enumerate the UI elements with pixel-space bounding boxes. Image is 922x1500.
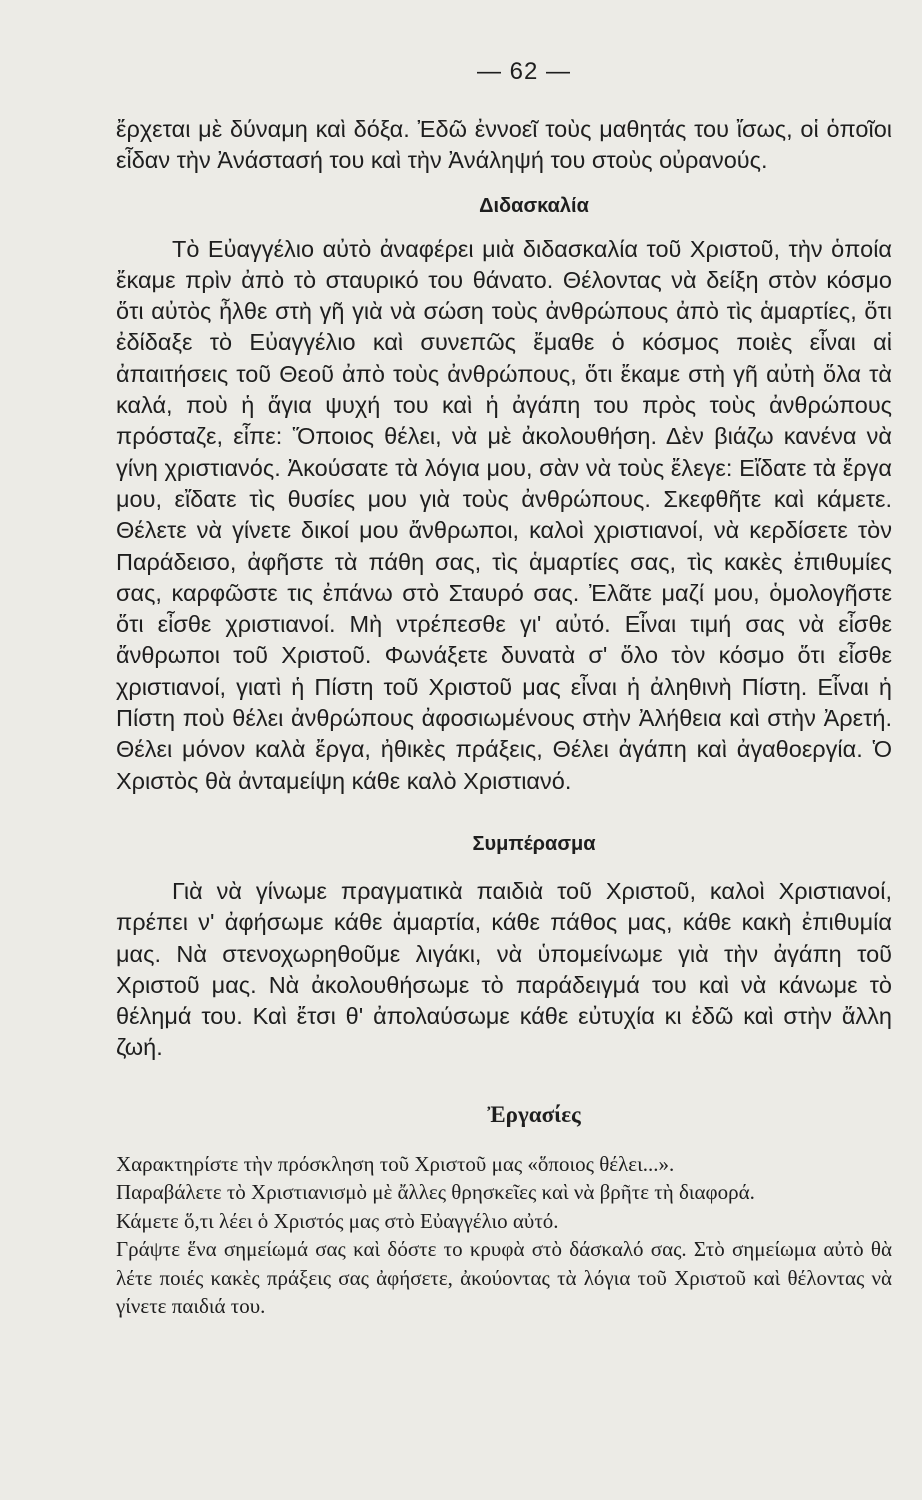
section-heading-ergasies: Ἐργασίες [487,1101,581,1127]
section-body-didaskalia: Τὸ Εὐαγγέλιο αὐτὸ ἀναφέρει μιὰ διδασκαλία τοῦ Χριστοῦ, τὴν ὁποία ἔκαμε πρὶν ἀπὸ τὸ σταυρικό του θάνατο. Θέλοντας νὰ δείξη στὸν κόσμο ὅτι αὐτὸς ἦλθε στὴ γῆ γιὰ νὰ σώση τοὺς ἀνθρώπους ἀπὸ τὶς ἁμαρτίες, ὅτι ἐδίδαξε τὸ Εὐαγγέλιο καὶ συνεπῶς ἔμαθε ὁ κόσμος ποιὲς εἶναι αἱ ἀπαιτήσεις τοῦ Θεοῦ ἀπὸ τοὺς ἀνθρώπους, ὅτι ἔκαμε στὴ γῆ αὐτὴ ὅλα τὰ καλά, ποὺ ἡ ἅγια ψυχή του καὶ ἡ ἀγάπη του πρὸς τοὺς ἀνθρώπους πρόσταζε, εἶπε: Ὅποιος θέλει, νὰ μὲ ἀκολουθήση. Δὲν βιάζω κανένα νὰ γίνη χριστιανός. Ἀκούσατε τὰ λόγια μου, σὰν νὰ τοὺς ἔλεγε: Εἴδατε τὰ ἔργα μου, εἴδατε τὶς θυσίες μου γιὰ τοὺς ἀνθρώπους. Σκεφθῆτε καὶ κάμετε. Θέλετε νὰ γίνετε δικοί μου ἄνθρωποι, καλοὶ χριστιανοί, νὰ κερδίσετε τὸν Παράδεισο, ἀφῆστε τὰ πάθη σας, τὶς ἁμαρτίες σας, τὶς κακὲς ἐπιθυμίες σας, καρφῶστε τις ἐπάνω στὸ Σταυρό σας. Ἐλᾶτε μαζί μου, ὁμολογῆστε ὅτι εἶσθε χριστιανοί. Μὴ ντρέπεσθε γι' αὐτό. Εἶναι τιμή σας νὰ εἶσθε ἄνθρωποι τοῦ Χριστοῦ. Φωνάξετε δυνατὰ σ' ὅλο τὸν κόσμο ὅτι εἶσθε χριστιανοί, γιατὶ ἡ Πίστη τοῦ Χριστοῦ μας εἶναι ἡ ἀληθινὴ Πίστη. Εἶναι ἡ Πίστη ποὺ θέλει ἀνθρώπους ἀφοσιωμένους στὴν Ἀλήθεια καὶ στὴν Ἀρετή. Θέλει μόνον καλὰ ἔργα, ἠθικὲς πράξεις, Θέλει ἀγάπη καὶ ἀγαθοεργία. Ὁ Χριστὸς θὰ ἀνταμείψη κάθε καλὸ Χριστιανό. [116,235,892,794]
page-number: — 62 — [476,58,572,85]
task-list [116,1150,892,1321]
task-item: Κάμετε ὅ,τι λέει ὁ Χριστός μας στὸ Εὐαγγέλιο αὐτό. [116,1208,559,1233]
task-item: Χαρακτηρίστε τὴν πρόσκληση τοῦ Χριστοῦ μας «ὅποιος θέλει...». [116,1151,675,1176]
task-item: Παραβάλετε τὸ Χριστιανισμὸ μὲ ἄλλες θρησκεῖες καὶ νὰ βρῆτε τὴ διαφορά. [116,1180,755,1205]
section-heading-symperasma: Συμπέρασμα [472,832,596,855]
section-heading-didaskalia: Διδασκαλία [479,194,589,217]
task-item: Γράψτε ἕνα σημείωμά σας καὶ δόστε το κρυφὰ στὸ δάσκαλό σας. Στὸ σημείωμα αὐτὸ θὰ λέτε ποιές κακὲς πράξεις σας ἀφήσετε, ἀκούοντας τὰ λόγια τοῦ Χριστοῦ καὶ θέλοντας νὰ γίνετε παιδιά του. [116,1237,892,1319]
intro-paragraph: ἔρχεται μὲ δύναμη καὶ δόξα. Ἐδῶ ἐννοεῖ τοὺς μαθητάς του ἴσως, οἱ ὁποῖοι εἶδαν τὴν Ἀνάστασή του καὶ τὴν Ἀνάληψή του στοὺς οὐρανούς. [116,116,892,174]
section-body-symperasma: Γιὰ νὰ γίνωμε πραγματικὰ παιδιὰ τοῦ Χριστοῦ, καλοὶ Χριστιανοί, πρέπει ν' ἀφήσωμε κάθε ἁμαρτία, κάθε πάθος μας, κάθε κακὴ ἐπιθυμία μας. Νὰ στενοχωρηθοῦμε λιγάκι, νὰ ὑπομείνωμε γιὰ τὴν ἀγάπη τοῦ Χριστοῦ μας. Νὰ ἀκολουθήσωμε τὸ παράδειγμά του καὶ νὰ κάνωμε τὸ θέλημά του. Καὶ ἔτσι θ' ἀπολαύσωμε κάθε εὐτυχία κι ἐδῶ καὶ στὴν ἄλλη ζωή. [116,877,892,1061]
